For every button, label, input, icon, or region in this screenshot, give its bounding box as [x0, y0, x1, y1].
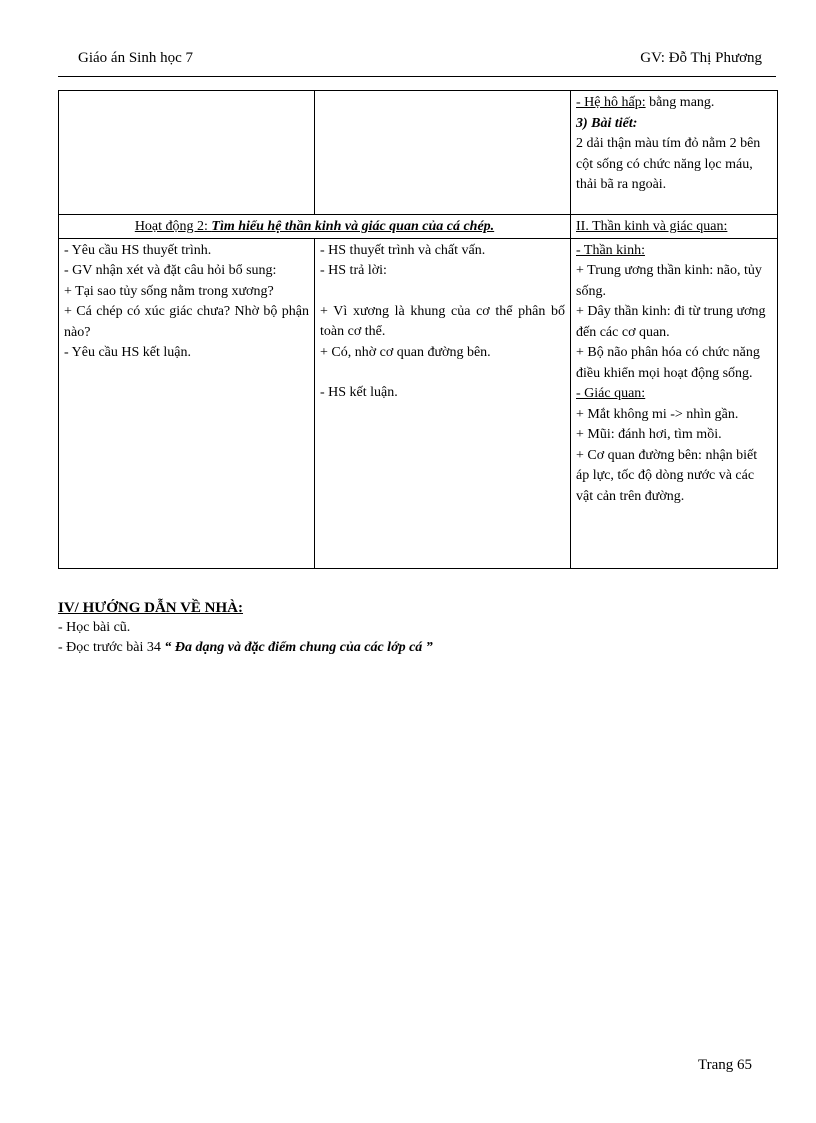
table-row [59, 91, 778, 215]
homework-title: IV/ HƯỚNG DẪN VỀ NHÀ: [58, 600, 244, 616]
activity-heading [59, 215, 571, 239]
list-item: - HS kết luận. [320, 385, 398, 400]
lesson-table [58, 90, 778, 569]
excretory-heading: 3) Bài tiết: [576, 115, 638, 131]
spacer [320, 282, 565, 302]
list-item: - HS thuyết trình và chất vấn. [320, 242, 486, 258]
homework-item [58, 638, 758, 658]
section-title-cell [571, 215, 778, 239]
spacer [320, 363, 565, 383]
teacher-cell-empty [59, 91, 315, 215]
student-cell-empty [315, 91, 571, 215]
table-row [59, 238, 778, 568]
list-item: + Cá chép có xúc giác chưa? Nhờ bộ phận nào? [64, 304, 309, 340]
list-item: + Tại sao tủy sống nằm trong xương? [64, 283, 274, 299]
section-title: II. Thần kinh và giác quan: [576, 219, 728, 234]
homework-section [58, 598, 758, 658]
content-cell-organs [571, 91, 778, 215]
content-nerves-senses [571, 238, 778, 568]
activity-label: Hoạt động 2: [134, 219, 212, 234]
header-subject: Giáo án Sinh học 7 [78, 50, 193, 66]
list-item: + Mắt không mi -> nhìn gần. [576, 406, 739, 422]
list-item: + Vì xương là khung của cơ thể phân bố toàn cơ thể. [320, 303, 565, 339]
student-activities [315, 238, 571, 568]
respiratory-line [576, 93, 772, 114]
teacher-activities [59, 238, 315, 568]
table-row [59, 215, 778, 239]
list-item: + Mũi: đánh hơi, tìm mồi. [576, 427, 722, 442]
sense-heading: - Giác quan: [576, 386, 646, 401]
respiratory-label: - Hệ hô hấp: [576, 95, 646, 110]
nerve-heading: - Thần kinh: [576, 242, 645, 258]
list-item: + Dây thần kinh: đi từ trung ương đến các cơ quan. [576, 304, 766, 340]
list-item: - Yêu cầu HS thuyết trình. [64, 242, 212, 258]
list-item: - GV nhận xét và đặt câu hỏi bổ sung: [64, 263, 277, 278]
list-item: + Có, nhờ cơ quan đường bên. [320, 344, 491, 360]
header-teacher: GV: Đỗ Thị Phương [640, 50, 762, 66]
page-header [58, 50, 776, 77]
respiratory-text: bằng mang. [645, 95, 715, 110]
homework-item-prefix: - Đọc trước bài 34 [58, 640, 165, 655]
page-number: Trang 65 [698, 1057, 753, 1073]
list-item: - HS trả lời: [320, 263, 387, 278]
activity-title: Tìm hiểu hệ thần kinh và giác quan của cá chép. [211, 219, 495, 234]
excretory-text: 2 dải thận màu tím đỏ nằm 2 bên cột sống có chức năng lọc máu, thải bã ra ngoài. [576, 136, 761, 192]
list-item: + Cơ quan đường bên: nhận biết áp lực, tốc độ dòng nước và các vật cản trên đường. [576, 447, 758, 504]
list-item: + Trung ương thần kinh: não, tủy sống. [576, 263, 762, 299]
homework-lesson-title: “ Đa dạng và đặc điểm chung của các lớp cá ” [164, 640, 433, 655]
homework-item: - Học bài cũ. [58, 620, 131, 635]
list-item: + Bộ não phân hóa có chức năng điều khiển mọi hoạt động sống. [576, 345, 760, 381]
list-item: - Yêu cầu HS kết luận. [64, 345, 191, 360]
